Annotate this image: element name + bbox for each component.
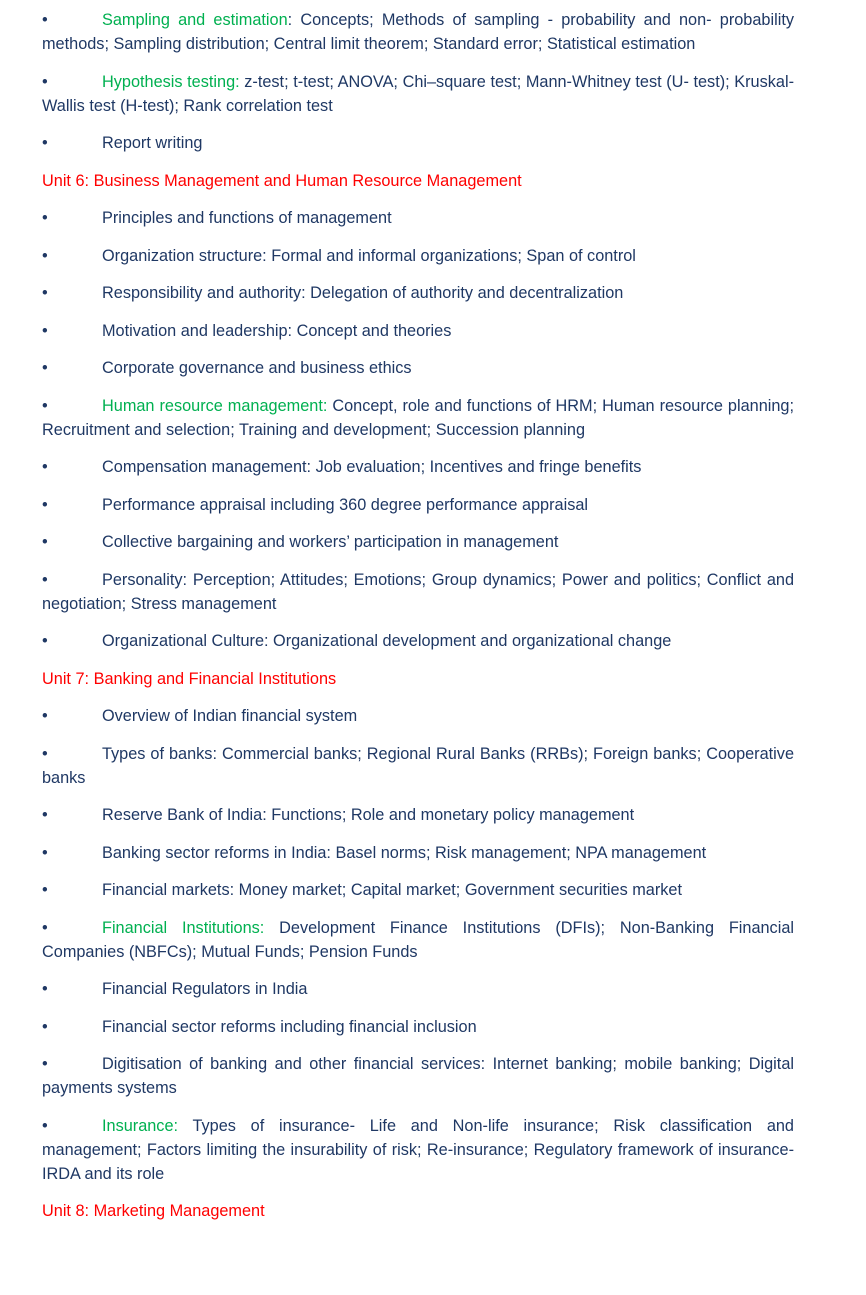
- highlighted-topic: Insurance:: [102, 1116, 179, 1135]
- highlighted-topic: Sampling and estimation: [102, 11, 288, 29]
- bullet-item: [42, 244, 794, 268]
- bullet-item: [42, 281, 794, 305]
- bullet-marker: •: [42, 843, 48, 862]
- bullet-text: Development Finance Institutions (DFIs); Non-Banking Financial Companies (NBFCs); Mutual Funds; Pension Funds: [42, 918, 794, 961]
- bullet-marker: •: [42, 458, 48, 476]
- unit-heading: Unit 8: Marketing Management: [42, 1202, 265, 1220]
- highlighted-topic: Financial Institutions:: [102, 918, 265, 937]
- bullet-text: Collective bargaining and workers’ participation in management: [102, 533, 559, 551]
- bullet-item: [42, 1052, 794, 1100]
- bullet-item: [42, 319, 794, 343]
- unit-heading: Unit 7: Banking and Financial Institutions: [42, 669, 337, 688]
- bullet-text: Principles and functions of management: [102, 209, 392, 227]
- bullet-text: Performance appraisal including 360 degree performance appraisal: [102, 495, 589, 514]
- syllabus-document: [42, 8, 794, 1237]
- bullet-marker: •: [42, 1055, 48, 1073]
- bullet-text: Financial markets: Money market; Capital market; Government securities market: [102, 881, 682, 899]
- bullet-item: [42, 568, 794, 616]
- highlighted-topic: Human resource management:: [102, 396, 328, 415]
- bullet-item: [42, 1114, 794, 1186]
- bullet-item: [42, 530, 794, 554]
- bullet-marker: •: [42, 570, 48, 589]
- bullet-item: [42, 206, 794, 230]
- bullet-item: [42, 455, 794, 479]
- bullet-marker: •: [42, 1017, 48, 1036]
- bullet-text: Concept, role and functions of HRM; Human resource planning; Recruitment and selection; Training and development; Succession planning: [42, 396, 795, 439]
- bullet-item: [42, 629, 794, 653]
- bullet-marker: •: [42, 881, 48, 899]
- bullet-item: [42, 803, 794, 827]
- bullet-item: [42, 742, 794, 790]
- bullet-text: Corporate governance and business ethics: [102, 359, 412, 377]
- bullet-marker: •: [42, 533, 48, 551]
- bullet-text: Financial sector reforms including financial inclusion: [102, 1017, 477, 1036]
- bullet-marker: •: [42, 246, 48, 265]
- bullet-item: [42, 704, 794, 728]
- bullet-marker: •: [42, 495, 48, 514]
- bullet-text: Types of banks: Commercial banks; Regional Rural Banks (RRBs); Foreign banks; Cooperative banks: [42, 744, 794, 787]
- bullet-text: Types of insurance- Life and Non-life insurance; Risk classification and management; Factors limiting the insurability of risk; Re-insurance; Regulatory framework of insurance- IRDA and its role: [42, 1116, 794, 1183]
- bullet-text: Financial Regulators in India: [102, 980, 308, 998]
- bullet-text: Digitisation of banking and other financial services: Internet banking; mobile banking; Digital payments systems: [42, 1055, 794, 1097]
- bullet-text: Overview of Indian financial system: [102, 707, 358, 725]
- bullet-item: [42, 916, 794, 964]
- bullet-marker: •: [42, 744, 48, 763]
- bullet-marker: •: [42, 1116, 48, 1135]
- bullet-item: [42, 356, 794, 380]
- bullet-marker: •: [42, 134, 48, 152]
- bullet-item: [42, 841, 794, 865]
- bullet-item: [42, 394, 794, 442]
- bullet-item: [42, 977, 794, 1001]
- bullet-marker: •: [42, 632, 48, 650]
- bullet-text: z-test; t-test; ANOVA; Chi–square test; Mann-Whitney test (U- test); Kruskal-Wallis test (H-test); Rank correlation test: [42, 72, 794, 115]
- bullet-marker: •: [42, 806, 48, 824]
- bullet-item: [42, 1015, 794, 1039]
- bullet-marker: •: [42, 72, 48, 91]
- bullet-item: [42, 878, 794, 902]
- bullet-text: Personality: Perception; Attitudes; Emotions; Group dynamics; Power and politics; Conflict and negotiation; Stress management: [42, 570, 794, 613]
- bullet-marker: •: [42, 980, 48, 998]
- bullet-item: [42, 8, 794, 56]
- bullet-text: Report writing: [102, 134, 203, 152]
- bullet-text: : Concepts; Methods of sampling - probability and non- probability methods; Sampling distribution; Central limit theorem; Standard error; Statistical estimation: [42, 11, 794, 53]
- bullet-text: Responsibility and authority: Delegation of authority and decentralization: [102, 284, 624, 302]
- unit-heading: Unit 6: Business Management and Human Resource Management: [42, 171, 522, 190]
- bullet-item: [42, 493, 794, 517]
- bullet-marker: •: [42, 396, 48, 415]
- bullet-marker: •: [42, 321, 48, 340]
- bullet-marker: •: [42, 359, 48, 377]
- bullet-text: Reserve Bank of India: Functions; Role and monetary policy management: [102, 806, 635, 824]
- bullet-marker: •: [42, 11, 48, 29]
- bullet-text: Motivation and leadership: Concept and theories: [102, 321, 452, 340]
- bullet-text: Banking sector reforms in India: Basel norms; Risk management; NPA management: [102, 843, 707, 862]
- highlighted-topic: Hypothesis testing:: [102, 72, 240, 91]
- bullet-marker: •: [42, 284, 48, 302]
- bullet-marker: •: [42, 918, 48, 937]
- bullet-item: [42, 70, 794, 118]
- bullet-text: Organization structure: Formal and informal organizations; Span of control: [102, 246, 636, 265]
- bullet-item: [42, 131, 794, 155]
- bullet-marker: •: [42, 209, 48, 227]
- bullet-marker: •: [42, 707, 48, 725]
- bullet-text: Organizational Culture: Organizational development and organizational change: [102, 632, 672, 650]
- bullet-text: Compensation management: Job evaluation; Incentives and fringe benefits: [102, 458, 642, 476]
